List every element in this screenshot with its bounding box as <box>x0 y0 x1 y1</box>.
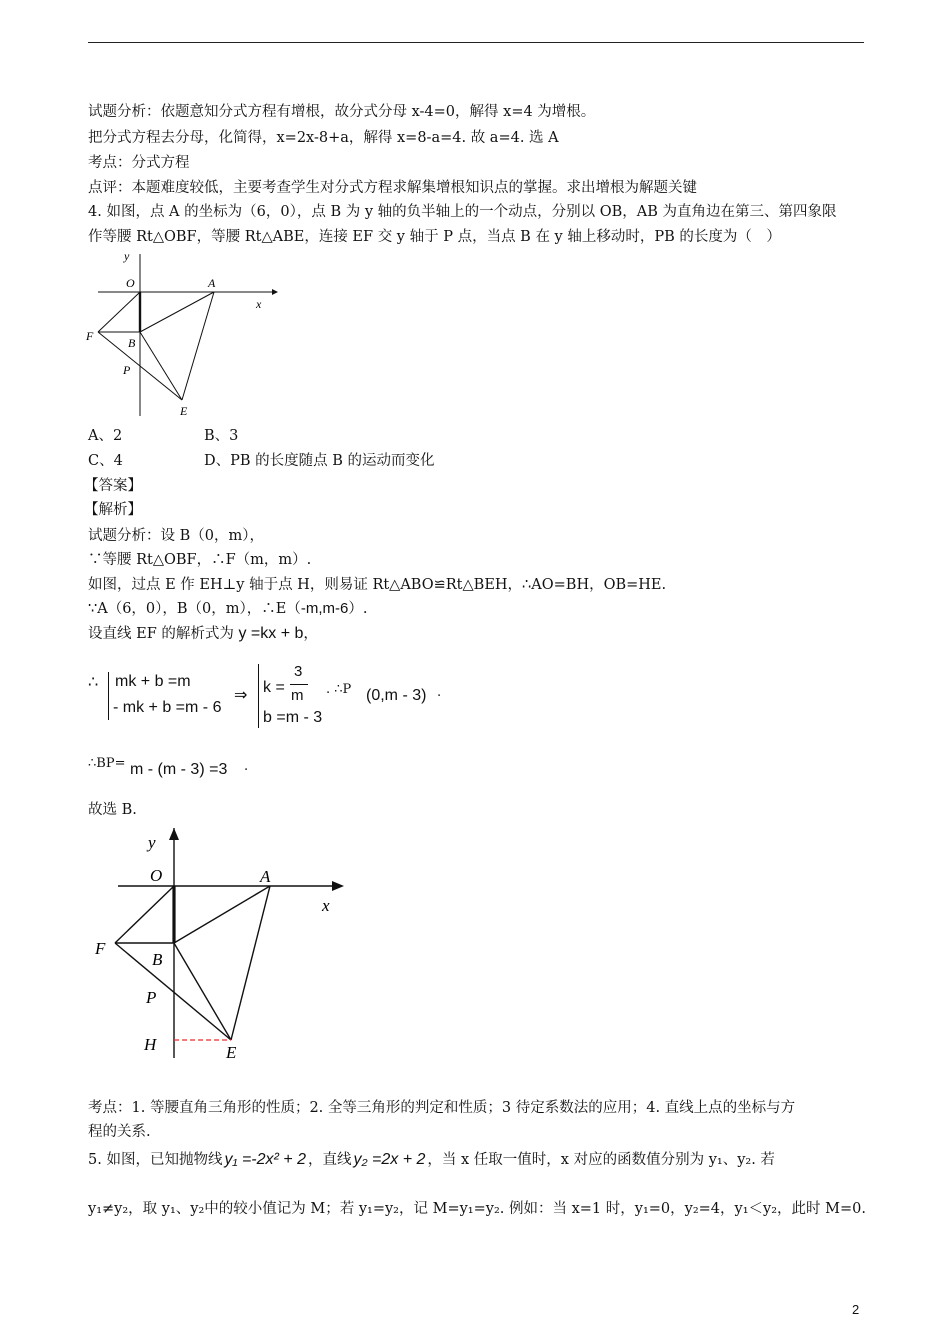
segment-fe <box>115 943 231 1040</box>
x-axis-arrow <box>272 289 278 295</box>
y-axis-arrow <box>169 828 179 840</box>
p-suffix: . <box>437 685 442 700</box>
analysis-line: ∵等腰 Rt△OBF，∴F（m，m）. <box>88 552 312 568</box>
question-4-text: 作等腰 Rt△OBF，等腰 Rt△ABE，连接 EF 交 y 轴于 P 点，当点 B 在 y 轴上移动时，PB 的长度为（ ） <box>88 229 781 245</box>
segment-of <box>98 292 140 332</box>
label-b: B <box>152 950 163 969</box>
fraction-bar <box>290 684 308 685</box>
question-4-text: 4. 如图，点 A 的坐标为（6，0），点 B 为 y 轴的负半轴上的一个动点，分别以 OB，AB 为直角边在第三、第四象限 <box>88 204 837 220</box>
label-b: B <box>128 336 136 350</box>
equation-2: - mk + b =m - 6 <box>113 699 222 716</box>
segment-ba <box>174 886 270 943</box>
kaodian-line: 考点：1. 等腰直角三角形的性质；2. 全等三角形的判定和性质；3 待定系数法的应用；4. 直线上点的坐标与方 <box>88 1100 796 1116</box>
label-e: E <box>180 404 188 418</box>
label-a: A <box>260 867 271 886</box>
k-numerator: 3 <box>294 663 303 680</box>
kaodian-line: 程的关系. <box>88 1124 151 1140</box>
label-o: O <box>126 276 135 290</box>
implies-symbol: ⇒ <box>234 687 248 704</box>
segment-ae <box>231 886 270 1040</box>
segment-ba <box>140 292 214 332</box>
label-p: P <box>123 363 131 377</box>
segment-ae <box>182 292 214 400</box>
right-brace <box>258 664 259 728</box>
segment-be <box>174 943 231 1040</box>
question-4-figure <box>84 250 284 422</box>
header-rule <box>88 42 864 43</box>
solution-figure <box>88 826 350 1064</box>
label-o: O <box>150 866 163 885</box>
x-axis-arrow <box>332 881 344 891</box>
option-b: B、3 <box>204 428 239 444</box>
option-c: C、4 <box>88 453 123 469</box>
answer-heading: 【答案】 <box>84 478 142 494</box>
label-f: F <box>86 329 94 343</box>
label-p: P <box>146 988 157 1007</box>
equation-1: mk + b =m <box>115 673 191 690</box>
k-denominator: m <box>291 687 304 704</box>
label-x: x <box>322 896 330 915</box>
analysis-heading: 【解析】 <box>84 502 142 518</box>
left-brace <box>108 672 109 720</box>
analysis-line: 试题分析：设 B（0，m）， <box>88 528 264 544</box>
label-a: A <box>208 276 216 290</box>
analysis-line: 如图，过点 E 作 EH⊥y 轴于点 H，则易证 Rt△ABO≌Rt△BEH，∴AO=BH，OB=HE. <box>88 577 667 593</box>
text-line: 点评：本题难度较低，主要考查学生对分式方程求解集增根知识点的掌握。求出增根为解题关键 <box>88 180 697 196</box>
k-lhs: k = <box>263 679 285 696</box>
question-5-text: y₁≠y₂，取 y₁、y₂中的较小值记为 M；若 y₁=y₂，记 M=y₁=y₂. 例如：当 x=1 时，y₁=0，y₂=4，y₁＜y₂，此时 M=0. <box>88 1201 866 1217</box>
text-line: 把分式方程去分母，化简得，x=2x-8+a，解得 x=8-a=4. 故 a=4. 选 A <box>88 130 559 146</box>
option-a: A、2 <box>88 428 123 444</box>
label-f: F <box>95 939 106 958</box>
label-h: H <box>144 1035 157 1054</box>
option-d: D、PB 的长度随点 B 的运动而变化 <box>204 453 435 469</box>
b-equation: b =m - 3 <box>263 709 323 726</box>
bp-prefix: ∴BP= <box>88 756 126 771</box>
page-number: 2 <box>852 1302 860 1317</box>
choose-answer: 故选 B. <box>88 802 137 818</box>
label-x: x <box>256 297 262 311</box>
analysis-line: 设直线 EF 的解析式为 y =kx + b， <box>88 625 318 642</box>
label-y: y <box>148 833 156 852</box>
text-line: 试题分析：依题意知分式方程有增根，故分式分母 x-4=0，解得 x=4 为增根。 <box>88 104 596 120</box>
therefore-symbol: ∴ <box>88 674 99 691</box>
text-line: 考点：分式方程 <box>88 155 190 171</box>
bp-expression: m - (m - 3) =3 <box>130 761 228 778</box>
segment-be <box>140 332 182 400</box>
label-y: y <box>124 250 130 263</box>
segment-of <box>115 886 174 943</box>
p-coordinate: (0,m - 3) <box>366 687 427 704</box>
bp-suffix: . <box>244 759 249 774</box>
analysis-line: ∵A（6，0），B（0，m），∴E（-m,m-6）. <box>88 600 368 617</box>
p-prefix: . ∴P <box>326 682 352 697</box>
question-5-text: 5. 如图，已知抛物线 y₁ =-2x² + 2 ，直线 y₂ =2x + 2 ，当 x 任取一值时，x 对应的函数值分别为 y₁、y₂. 若 <box>88 1151 775 1168</box>
label-e: E <box>226 1043 237 1062</box>
